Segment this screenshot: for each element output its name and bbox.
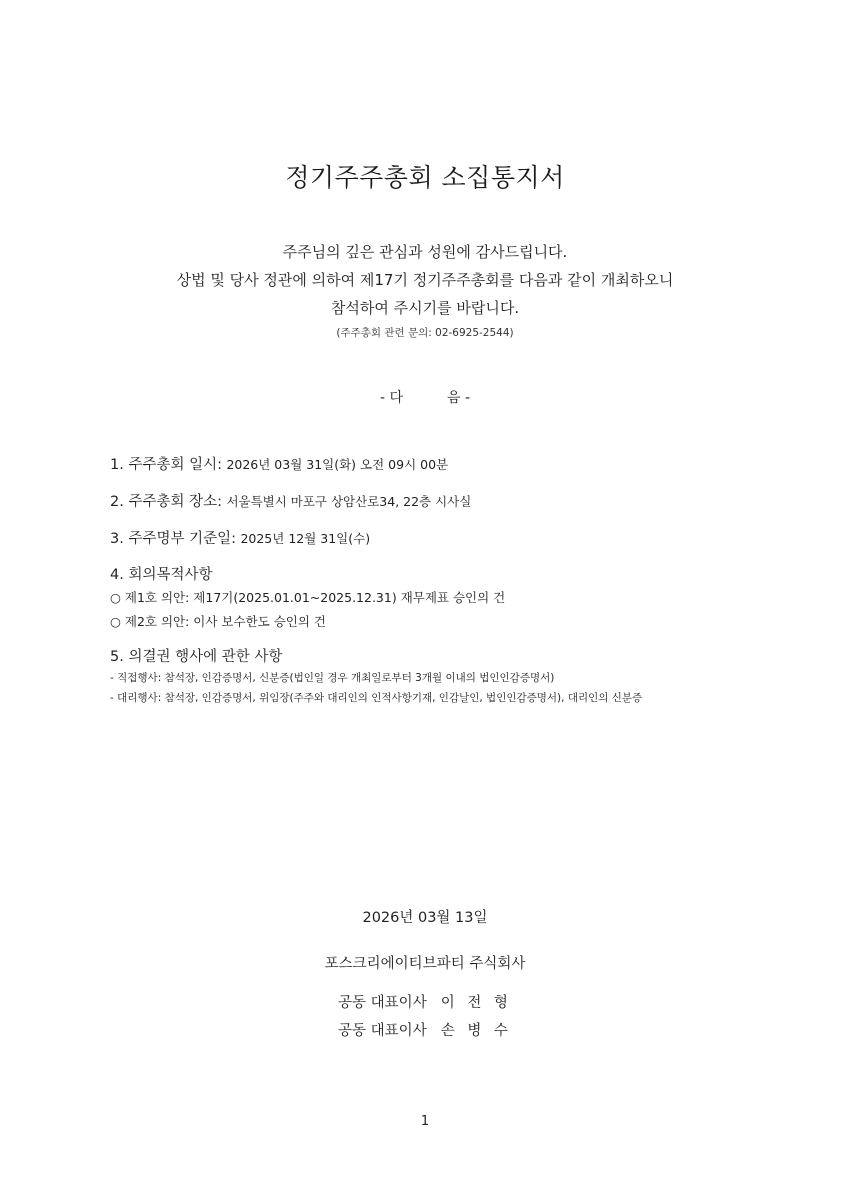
company-name: 포스크리에이티브파티 주식회사 — [324, 956, 526, 972]
item-datetime — [110, 454, 810, 476]
intro-section — [0, 238, 850, 342]
representative-1-name: 이 전 형 — [440, 995, 512, 1011]
signature-block — [0, 905, 850, 1045]
item-place — [110, 491, 810, 513]
item-voting — [110, 646, 810, 668]
intro-line-1: 주주님의 깊은 관심과 성원에 감사드립니다. — [282, 243, 568, 261]
voting-entry-direct: - 직접행사: 참석장, 인감증명서, 신분증(법인일 경우 개최일로부터 3개월 이내의 법인인감증명서) — [110, 672, 555, 684]
representative-1 — [0, 989, 850, 1017]
contact-info: (주주총회 관련 문의: 02-6925-2544) — [336, 327, 514, 339]
section-heading-right: 음 - — [447, 390, 471, 406]
item-datetime-value: 2026년 03월 31일(화) 오전 09시 00분 — [226, 457, 449, 472]
item-agenda-label: 4. 회의목적사항 — [110, 567, 213, 583]
item-record-date — [110, 528, 810, 550]
representative-2-name: 손 병 수 — [440, 1023, 512, 1039]
intro-line-2: 상법 및 당사 정관에 의하여 제17기 정기주주총회를 다음과 같이 개최하오니 — [176, 271, 674, 289]
item-agenda — [110, 564, 810, 586]
voting-entry-proxy: - 대리행사: 참석장, 인감증명서, 위임장(주주와 대리인의 인적사항기재, 인감날인, 법인인감증명서), 대리인의 신분증 — [110, 692, 643, 704]
item-record-date-value: 2025년 12월 31일(수) — [240, 531, 371, 546]
agenda-entry-1: ○ 제1호 의안: 제17기(2025.01.01~2025.12.31) 재무제표 승인의 건 — [110, 590, 506, 605]
item-datetime-label: 1. 주주총회 일시: — [110, 457, 222, 473]
section-heading-left: - 다 — [379, 390, 403, 406]
representative-1-title: 공동 대표이사 — [338, 995, 427, 1011]
item-voting-label: 5. 의결권 행사에 관한 사항 — [110, 649, 283, 665]
item-place-value: 서울특별시 마포구 상암산로34, 22층 시사실 — [226, 494, 472, 509]
representative-2 — [0, 1017, 850, 1045]
intro-line-3: 참석하여 주시기를 바랍니다. — [330, 299, 520, 317]
notice-date: 2026년 03월 13일 — [362, 910, 488, 926]
page-number: 1 — [420, 1114, 430, 1129]
item-place-label: 2. 주주총회 장소: — [110, 494, 222, 510]
agenda-entry-2: ○ 제2호 의안: 이사 보수한도 승인의 건 — [110, 614, 326, 629]
meeting-details — [110, 454, 810, 708]
document-title: 정기주주총회 소집통지서 — [285, 163, 565, 192]
item-record-date-label: 3. 주주명부 기준일: — [110, 531, 236, 547]
section-heading-next — [0, 387, 850, 407]
representative-2-title: 공동 대표이사 — [338, 1023, 427, 1039]
